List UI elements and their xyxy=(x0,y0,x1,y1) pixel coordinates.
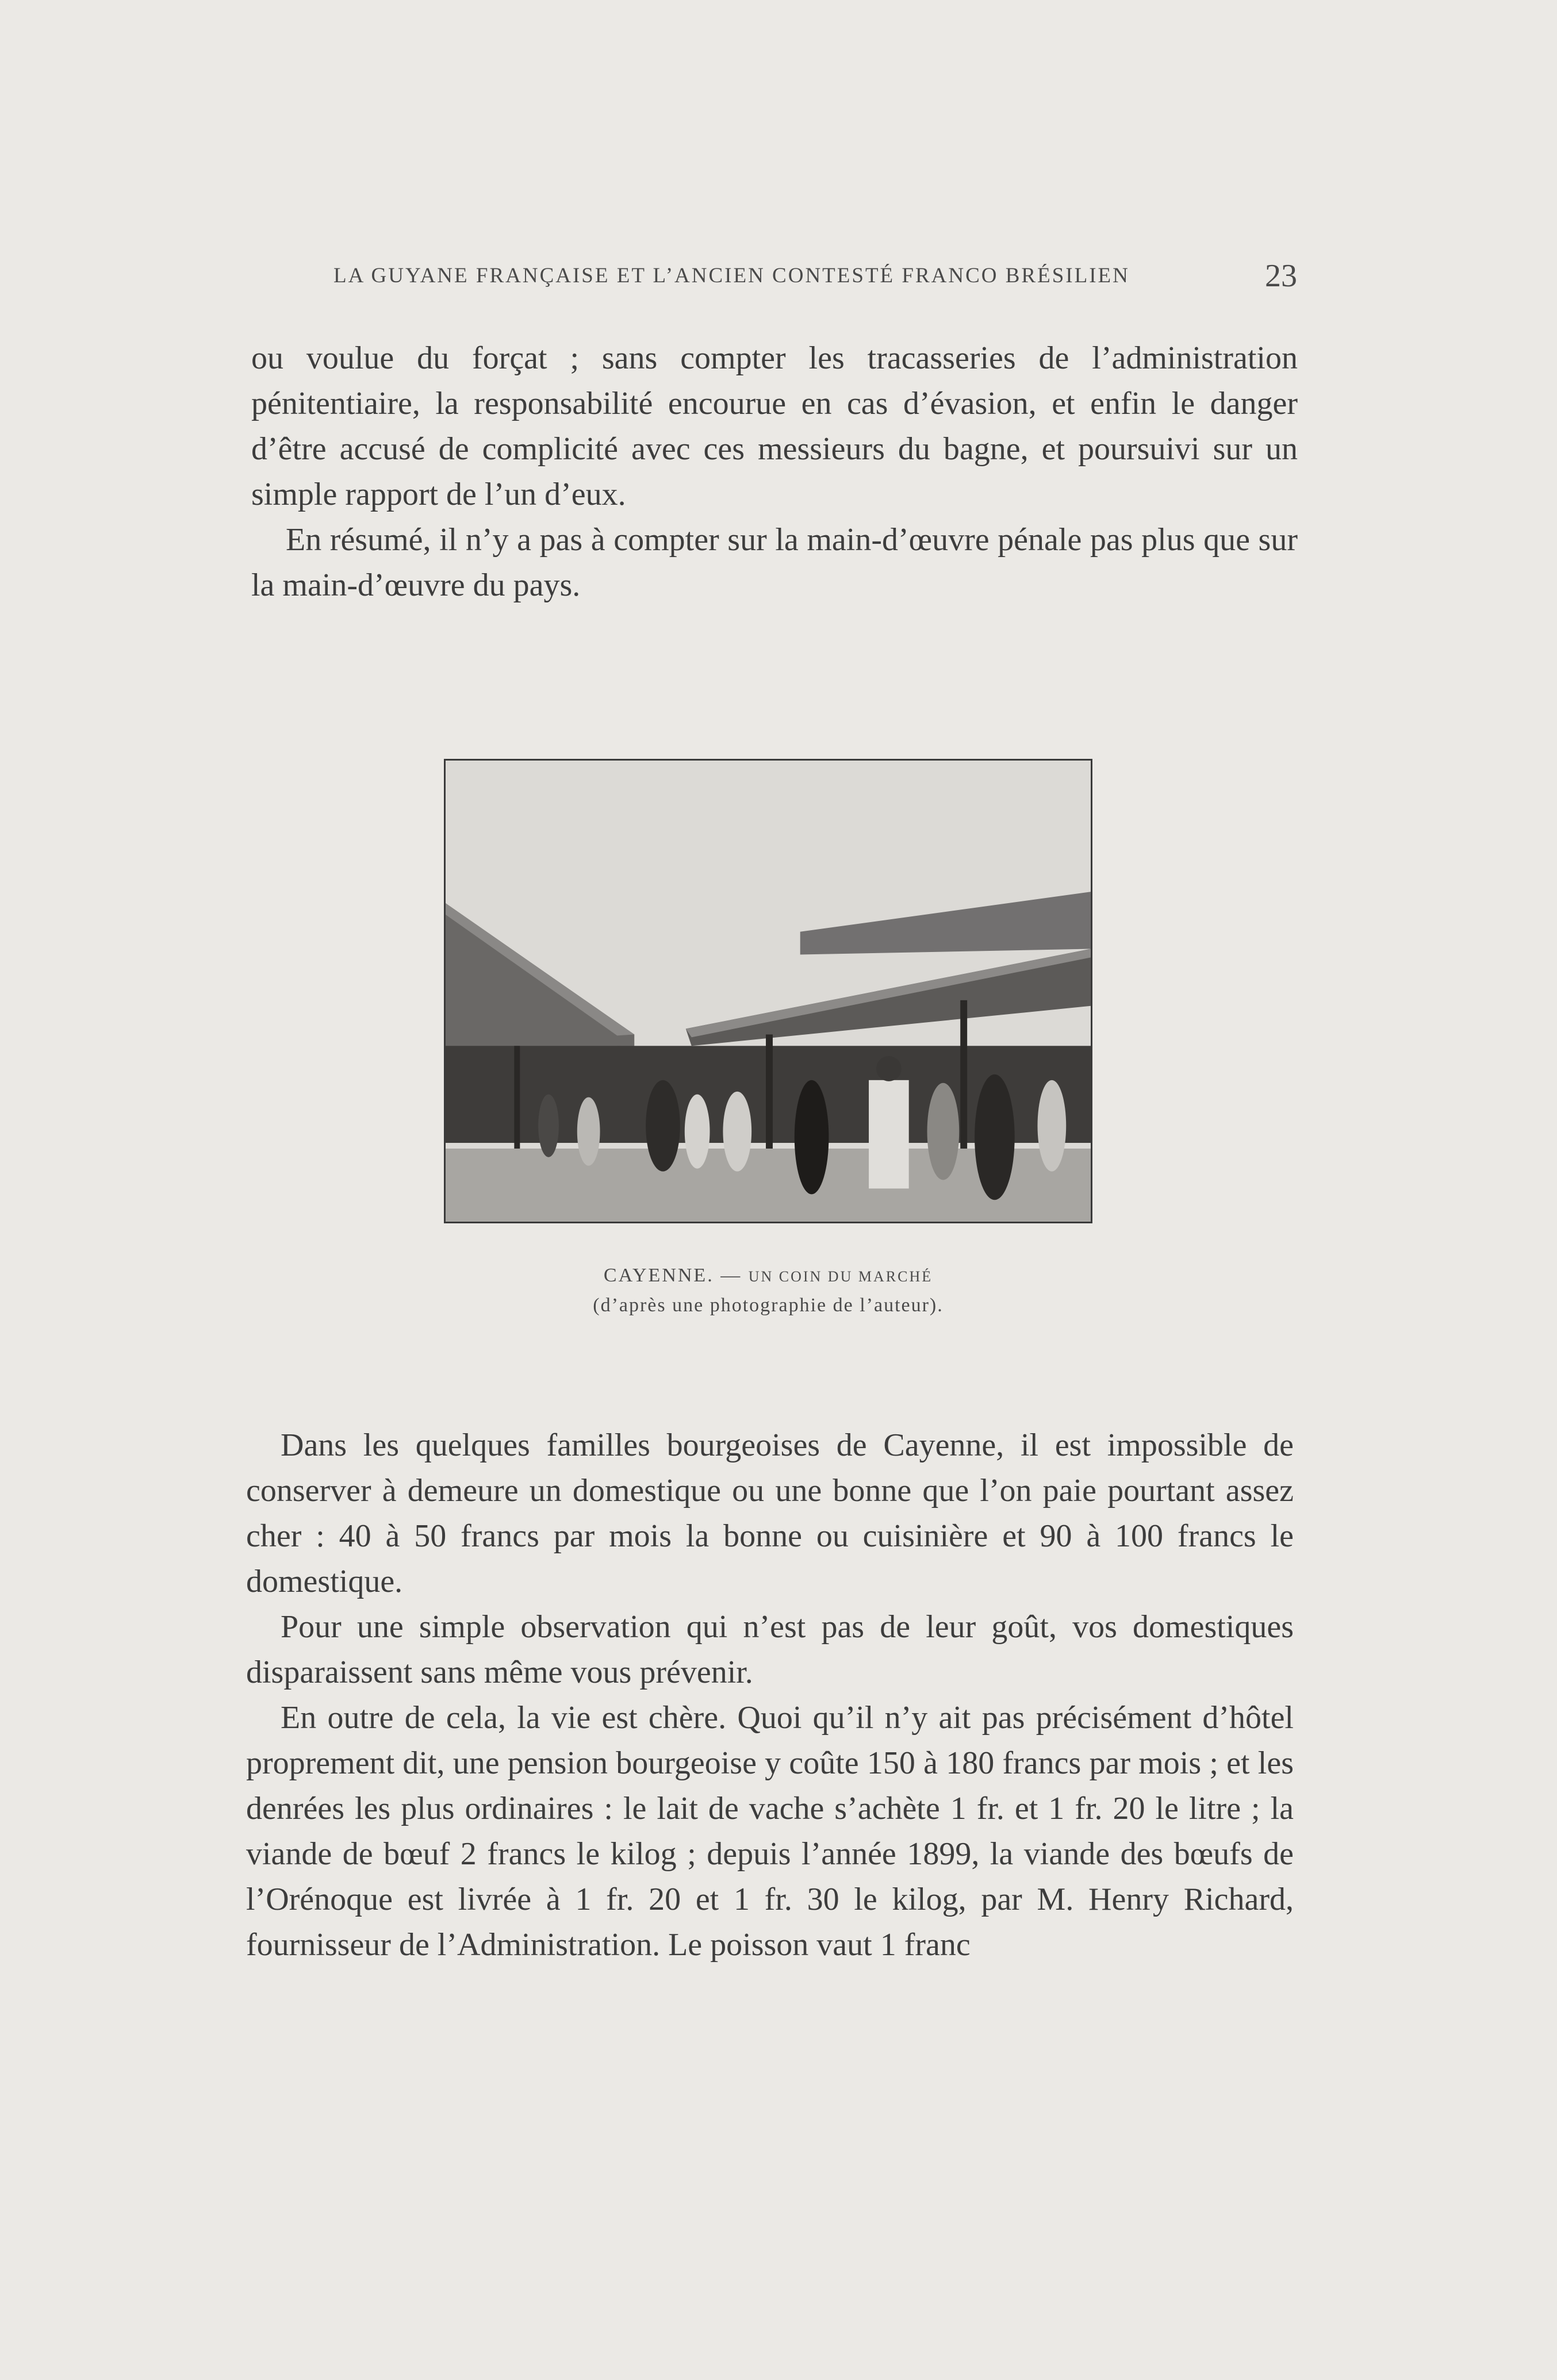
paragraph-observation: Pour une simple observation qui n’est pas de leur goût, vos domestiques disparaissent sans même vous prévenir. xyxy=(246,1609,1294,1690)
paragraph-cost-of-living: En outre de cela, la vie est chère. Quoi qu’il n’y ait pas précisément d’hôtel proprement dit, une pension bourgeoise y coûte 150 à 180 francs par mois ; et les denrées les plus ordinaires : le lait de vache s’achète 1 fr. et 1 fr. 20 le litre ; la viande de bœuf 2 francs le kilog ; depuis l’année 1899, la viande des bœufs de l’Orénoque est livrée à 1 fr. 20 et 1 fr. 30 le kilog, par M. Henry Richard, fournisseur de l’Administration. Le poisson vaut 1 franc xyxy=(246,1700,1294,1963)
paragraph-continued: ou voulue du forçat ; sans compter les tracasseries de l’administration pénitentiaire, la responsabilité encourue en cas d’évasion, et enfin le danger d’être accusé de complicité avec ces messieurs du bagne, et poursuivi sur un simple rapport de l’un d’eux. xyxy=(251,340,1298,512)
caption-subject: UN COIN DU MARCHÉ xyxy=(748,1268,933,1285)
caption-place: CAYENNE. — xyxy=(603,1265,742,1286)
page-number: 23 xyxy=(1265,258,1297,294)
text-block-top xyxy=(251,336,1298,608)
text-block-bottom xyxy=(246,1423,1294,1968)
figure-credit: (d’après une photographie de l’auteur). xyxy=(593,1295,944,1316)
paragraph-servants: Dans les quelques familles bourgeoises de Cayenne, il est impossible de conserver à demeure un domestique ou une bonne que l’on paie pourtant assez cher : 40 à 50 francs par mois la bonne ou cuisinière et 90 à 100 francs le domestique. xyxy=(246,1427,1294,1599)
market-photo-illustration xyxy=(446,761,1091,1222)
paragraph-summary: En résumé, il n’y a pas à compter sur la main-d’œuvre pénale pas plus que sur la main-d’œuvre du pays. xyxy=(251,522,1298,603)
figure-caption xyxy=(444,1265,1092,1287)
market-photograph xyxy=(444,759,1092,1223)
running-head: LA GUYANE FRANÇAISE ET L’ANCIEN CONTESTÉ FRANCO BRÉSILIEN xyxy=(333,264,1130,287)
